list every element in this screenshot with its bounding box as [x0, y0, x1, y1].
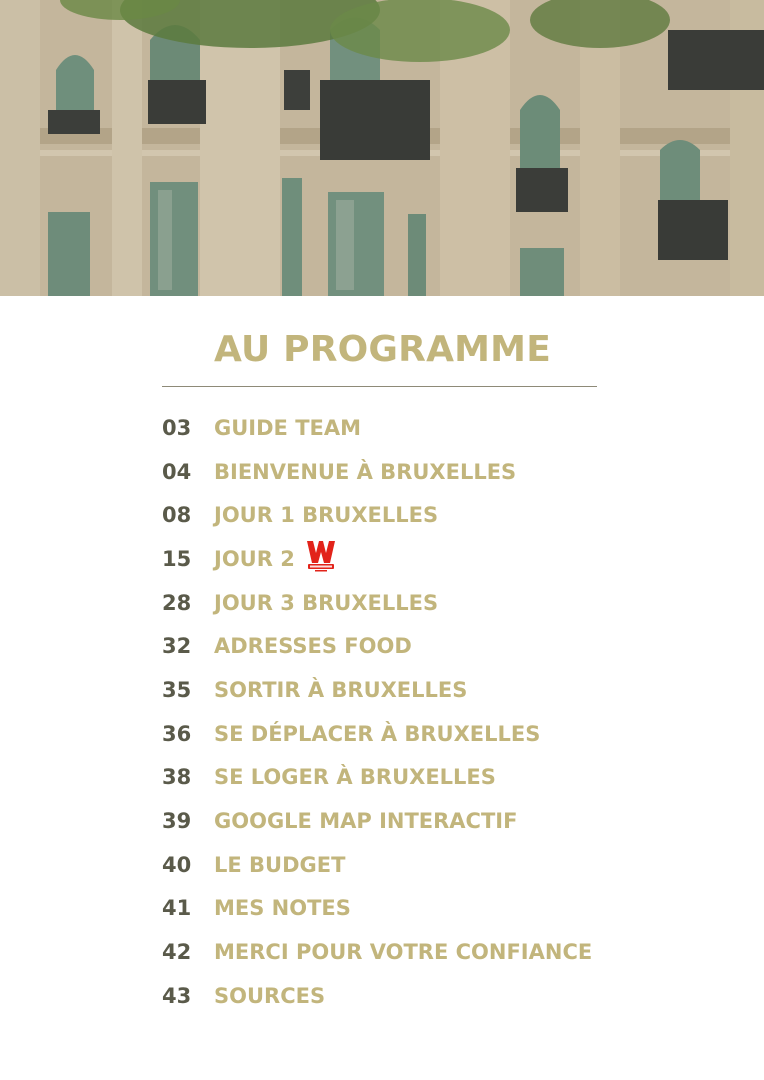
toc-label: SE DÉPLACER À BRUXELLES — [214, 721, 541, 746]
toc-item[interactable] — [162, 493, 622, 537]
hero-photo — [0, 0, 764, 296]
toc-label: MERCI POUR VOTRE CONFIANCE — [214, 940, 593, 965]
toc-label: LE BUDGET — [214, 852, 346, 877]
toc-item[interactable] — [162, 712, 622, 756]
toc-item[interactable] — [162, 450, 622, 494]
toc-label: GOOGLE MAP INTERACTIF — [214, 809, 518, 834]
toc-item[interactable] — [162, 756, 622, 800]
toc-page-number: 04 — [162, 459, 192, 484]
toc-label: GUIDE TEAM — [214, 415, 362, 440]
toc-page-number: 32 — [162, 634, 192, 659]
toc-page-number: 36 — [162, 721, 192, 746]
toc-page-number: 35 — [162, 677, 192, 702]
toc-item[interactable] — [162, 974, 622, 1018]
toc-label: SE LOGER À BRUXELLES — [214, 765, 496, 790]
building-facade-illustration — [0, 0, 764, 296]
toc-label: JOUR 2 — [214, 546, 295, 571]
title-divider — [162, 386, 597, 387]
toc-page-number: 41 — [162, 896, 192, 921]
toc-item[interactable] — [162, 537, 622, 581]
toc-label: BIENVENUE À BRUXELLES — [214, 459, 517, 484]
toc-page-number: 08 — [162, 503, 192, 528]
toc-page-number: 03 — [162, 415, 192, 440]
walibi-logo — [305, 539, 337, 577]
toc-label: JOUR 1 BRUXELLES — [214, 503, 439, 528]
toc-item[interactable] — [162, 887, 622, 931]
toc-item[interactable] — [162, 843, 622, 887]
toc-page-number: 38 — [162, 765, 192, 790]
toc-label: SORTIR À BRUXELLES — [214, 677, 468, 702]
table-of-contents — [162, 406, 622, 1018]
toc-item[interactable] — [162, 930, 622, 974]
toc-page-number: 39 — [162, 809, 192, 834]
page-title: AU PROGRAMME — [214, 329, 551, 370]
toc-page-number: 40 — [162, 852, 192, 877]
toc-item[interactable] — [162, 624, 622, 668]
toc-page-number: 28 — [162, 590, 192, 615]
toc-page-number: 15 — [162, 546, 192, 571]
toc-page-number: 43 — [162, 983, 192, 1008]
toc-item[interactable] — [162, 406, 622, 450]
toc-item[interactable] — [162, 668, 622, 712]
toc-label: ADRESSES FOOD — [214, 634, 412, 659]
toc-item[interactable] — [162, 581, 622, 625]
toc-page-number: 42 — [162, 940, 192, 965]
toc-label: SOURCES — [214, 983, 326, 1008]
toc-item[interactable] — [162, 799, 622, 843]
toc-label: MES NOTES — [214, 896, 351, 921]
toc-label: JOUR 3 BRUXELLES — [214, 590, 439, 615]
